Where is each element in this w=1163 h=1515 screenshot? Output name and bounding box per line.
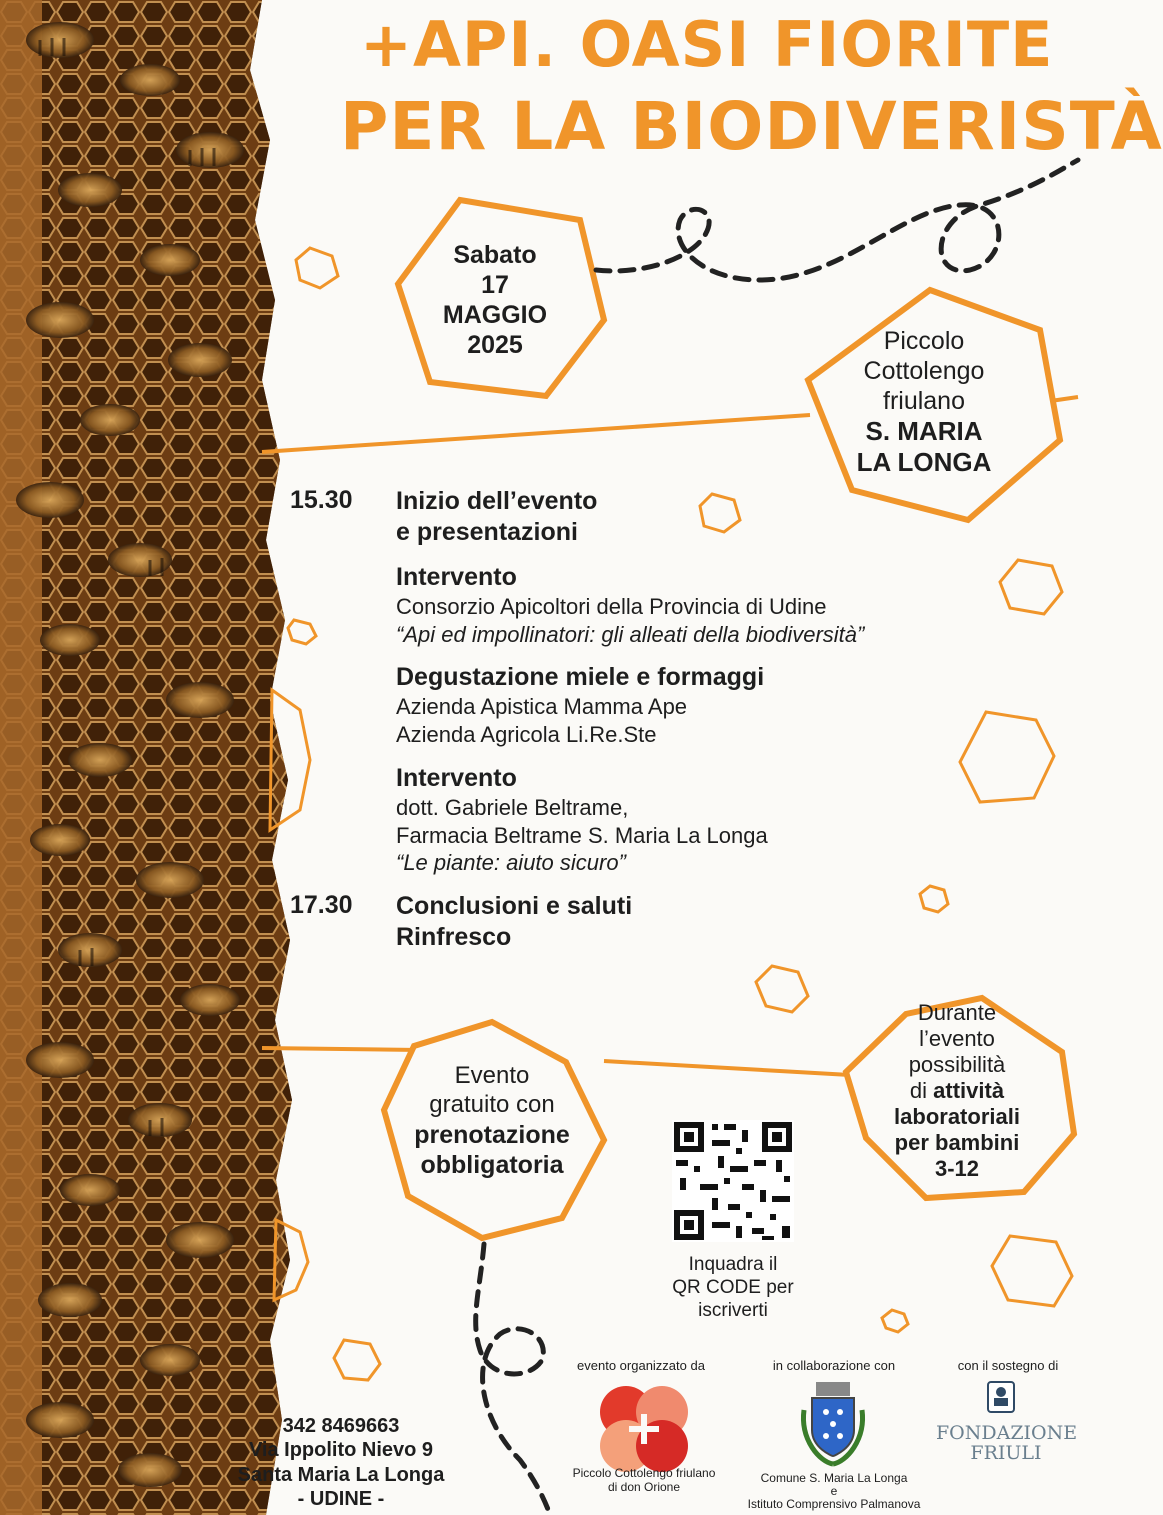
program-heading: Intervento [396,563,517,591]
beehive-photo [0,0,300,1515]
kids-bold1: attività [933,1077,1005,1103]
date-year: 2025 [467,331,523,359]
program-heading: e presentazioni [396,518,578,546]
kids-bold3: per bambini [894,1129,1020,1155]
support-line2: FRIULI [970,1441,1042,1464]
program-heading: Conclusioni e saluti [396,892,633,921]
support-name [936,1424,1076,1464]
program-item [290,763,1050,877]
program-line: dott. Gabriele Beltrame, [396,794,629,820]
location-line1: Piccolo [883,327,965,355]
contact-city: Santa Maria La Longa [237,1463,445,1486]
organizer-name-line2: di don Orione [607,1480,681,1495]
program-heading: Inizio dell’evento [396,487,598,515]
kids-bold4: 3-12 [934,1155,980,1181]
date-number: 17 [481,271,509,299]
program-line: Farmacia Beltrame S. Maria La Longa [396,822,768,848]
poster-title-line2: PER LA BIODIVERISTÀ [340,88,1163,165]
collaboration-label: in collaborazione con [772,1358,896,1373]
event-location [826,326,1022,478]
program-quote: “Api ed impollinatori: gli alleati della biodiversità” [396,621,865,647]
program-heading: Intervento [396,763,517,792]
contact-phone: 342 8469663 [282,1415,400,1437]
free-bold2: obbligatoria [420,1150,564,1179]
program-line: Consorzio Apicoltori della Provincia di Udine [396,594,827,619]
program-item [290,891,1050,953]
kids-bold2: laboratoriali [894,1103,1020,1129]
program-heading: Degustazione miele e formaggi [396,663,765,692]
support-line1: FONDAZIONE [936,1422,1078,1444]
qr-code[interactable] [672,1120,794,1242]
kids-line3: possibilità [908,1051,1006,1077]
kids-activities-note [862,1000,1052,1182]
comune-coat-of-arms [803,1382,862,1464]
event-program [290,486,1050,967]
organizer-label: evento organizzato da [577,1358,705,1373]
date-day: Sabato [453,241,537,269]
collaboration-names [734,1472,934,1512]
free-bold1: prenotazione [414,1120,570,1149]
program-quote: “Le piante: aiuto sicuro” [396,850,626,876]
program-item [290,562,1050,648]
program-item [290,486,1050,548]
program-item [290,662,1050,748]
contact-info [206,1414,476,1512]
location-line2: Cottolengo [863,357,985,385]
program-line: Azienda Agricola Li.Re.Ste [396,722,657,748]
event-date [420,240,570,360]
kids-pre: di [909,1077,934,1103]
poster-title-line1: +API. OASI FIORITE [360,8,1054,81]
free-event-note [382,1062,602,1180]
organizer-name-line1: Piccolo Cottolengo friulano [572,1466,716,1480]
kids-line1: Durante [917,1000,997,1025]
contact-street: Via Ippolito Nievo 9 [248,1439,434,1462]
kids-line2: l’evento [919,1025,995,1051]
collab-line3: Istituto Comprensivo Palmanova [747,1497,921,1512]
location-line3: friulano [883,387,965,415]
qr-line1: Inquadra il [688,1254,778,1275]
qr-line3: iscriverti [698,1299,768,1321]
contact-province: - UDINE - [297,1488,385,1511]
fondazione-friuli-logo [988,1382,1014,1412]
program-time: 15.30 [290,486,353,514]
qr-line2: QR CODE per [672,1276,794,1298]
collab-line1: Comune S. Maria La Longa [760,1471,908,1485]
location-bold2: LA LONGA [856,447,992,478]
program-line: Azienda Apistica Mamma Ape [396,694,688,720]
cottolengo-logo [600,1386,688,1472]
free-line1: Evento [454,1062,530,1089]
collab-line2: e [830,1484,838,1499]
qr-caption [652,1254,814,1322]
support-label: con il sostegno di [957,1358,1059,1373]
free-line2: gratuito con [429,1090,555,1118]
organizer-name [556,1466,732,1495]
program-time: 17.30 [290,891,353,920]
program-heading: Rinfresco [396,923,512,952]
date-month: MAGGIO [442,301,548,329]
location-bold1: S. MARIA [865,416,983,446]
